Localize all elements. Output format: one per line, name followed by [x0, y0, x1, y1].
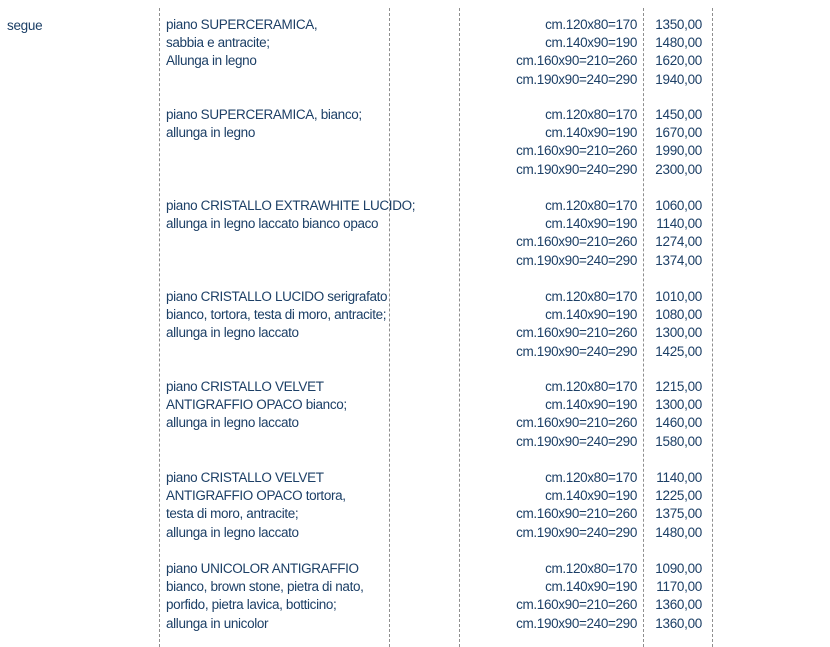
product-description-line: porfido, pietra lavica, botticino; [166, 597, 337, 613]
size-label: cm.160x90=210=260 [516, 415, 637, 431]
price-value: 1480,00 [655, 524, 702, 540]
size-label: cm.190x90=240=290 [516, 433, 637, 449]
price-value: 1300,00 [655, 325, 702, 341]
size-label: cm.190x90=240=290 [516, 615, 637, 631]
price-value: 1375,00 [655, 506, 702, 522]
size-label: cm.190x90=240=290 [516, 343, 637, 359]
size-label: cm.120x80=170 [545, 107, 637, 122]
product-description-line: piano UNICOLOR ANTIGRAFFIO [166, 561, 359, 576]
price-value: 1450,00 [655, 107, 702, 122]
product-description-line: piano CRISTALLO VELVET [166, 379, 324, 394]
size-label: cm.140x90=190 [545, 216, 637, 232]
size-label: cm.120x80=170 [545, 17, 637, 32]
price-value: 1090,00 [655, 561, 702, 576]
product-description-line: piano CRISTALLO LUCIDO serigrafato [166, 289, 388, 304]
size-label: cm.190x90=240=290 [516, 252, 637, 268]
size-label: cm.120x80=170 [545, 470, 637, 485]
price-value: 1140,00 [656, 216, 702, 232]
size-label: cm.160x90=210=260 [516, 53, 637, 69]
price-value: 1670,00 [655, 125, 702, 141]
product-block [0, 288, 830, 368]
product-description-line: bianco, tortora, testa di moro, antracite; [166, 307, 387, 323]
price-value: 1360,00 [655, 597, 702, 613]
size-label: cm.190x90=240=290 [516, 161, 637, 177]
product-description-line: allunga in unicolor [166, 615, 269, 631]
price-value: 1010,00 [655, 289, 702, 304]
size-label: cm.190x90=240=290 [516, 71, 637, 87]
product-block [0, 106, 830, 186]
price-value: 1990,00 [655, 143, 702, 159]
price-value: 1170,00 [656, 579, 702, 595]
product-block [0, 197, 830, 277]
size-label: cm.160x90=210=260 [516, 234, 637, 250]
size-label: cm.190x90=240=290 [516, 524, 637, 540]
product-block [0, 16, 830, 96]
product-description-line: allunga in legno laccato [166, 524, 299, 540]
price-value: 1274,00 [655, 234, 702, 250]
size-label: cm.140x90=190 [545, 35, 637, 51]
size-label: cm.120x80=170 [545, 379, 637, 394]
product-description-line: allunga in legno laccato [166, 415, 299, 431]
price-value: 1460,00 [655, 415, 702, 431]
price-value: 1140,00 [656, 470, 702, 485]
product-description-line: piano SUPERCERAMICA, [166, 17, 318, 32]
price-value: 1080,00 [655, 307, 702, 323]
size-label: cm.120x80=170 [545, 561, 637, 576]
price-value: 1940,00 [655, 71, 702, 87]
size-label: cm.160x90=210=260 [516, 597, 637, 613]
size-label: cm.140x90=190 [545, 307, 637, 323]
product-description-line: sabbia e antracite; [166, 35, 270, 51]
product-description-line: Allunga in legno [166, 53, 257, 69]
product-description-line: allunga in legno laccato [166, 325, 299, 341]
price-value: 1215,00 [655, 379, 702, 394]
size-label: cm.140x90=190 [545, 397, 637, 413]
product-block [0, 469, 830, 549]
price-value: 1425,00 [655, 343, 702, 359]
price-value: 1374,00 [655, 252, 702, 268]
product-description-line: piano CRISTALLO EXTRAWHITE LUCIDO; [166, 198, 416, 213]
price-value: 1060,00 [655, 198, 702, 213]
price-value: 1350,00 [655, 17, 702, 32]
product-block [0, 560, 830, 640]
product-description-line: piano SUPERCERAMICA, bianco; [166, 107, 362, 122]
product-description-line: bianco, brown stone, pietra di nato, [166, 579, 364, 595]
price-value: 1480,00 [655, 35, 702, 51]
size-label: cm.120x80=170 [545, 198, 637, 213]
segue-label: segue [7, 18, 43, 33]
size-label: cm.140x90=190 [545, 125, 637, 141]
size-label: cm.140x90=190 [545, 488, 637, 504]
size-label: cm.140x90=190 [545, 579, 637, 595]
product-description-line: allunga in legno laccato bianco opaco [166, 216, 379, 232]
size-label: cm.160x90=210=260 [516, 143, 637, 159]
price-value: 1580,00 [655, 433, 702, 449]
price-value: 1360,00 [655, 615, 702, 631]
size-label: cm.160x90=210=260 [516, 325, 637, 341]
product-description-line: ANTIGRAFFIO OPACO tortora, [166, 488, 346, 504]
product-description-line: testa di moro, antracite; [166, 506, 299, 522]
price-value: 1300,00 [655, 397, 702, 413]
product-description-line: allunga in legno [166, 125, 255, 141]
price-value: 1225,00 [655, 488, 702, 504]
price-value: 1620,00 [655, 53, 702, 69]
size-label: cm.120x80=170 [545, 289, 637, 304]
product-block [0, 378, 830, 458]
price-value: 2300,00 [655, 161, 702, 177]
product-description-line: ANTIGRAFFIO OPACO bianco; [166, 397, 347, 413]
size-label: cm.160x90=210=260 [516, 506, 637, 522]
product-description-line: piano CRISTALLO VELVET [166, 470, 324, 485]
